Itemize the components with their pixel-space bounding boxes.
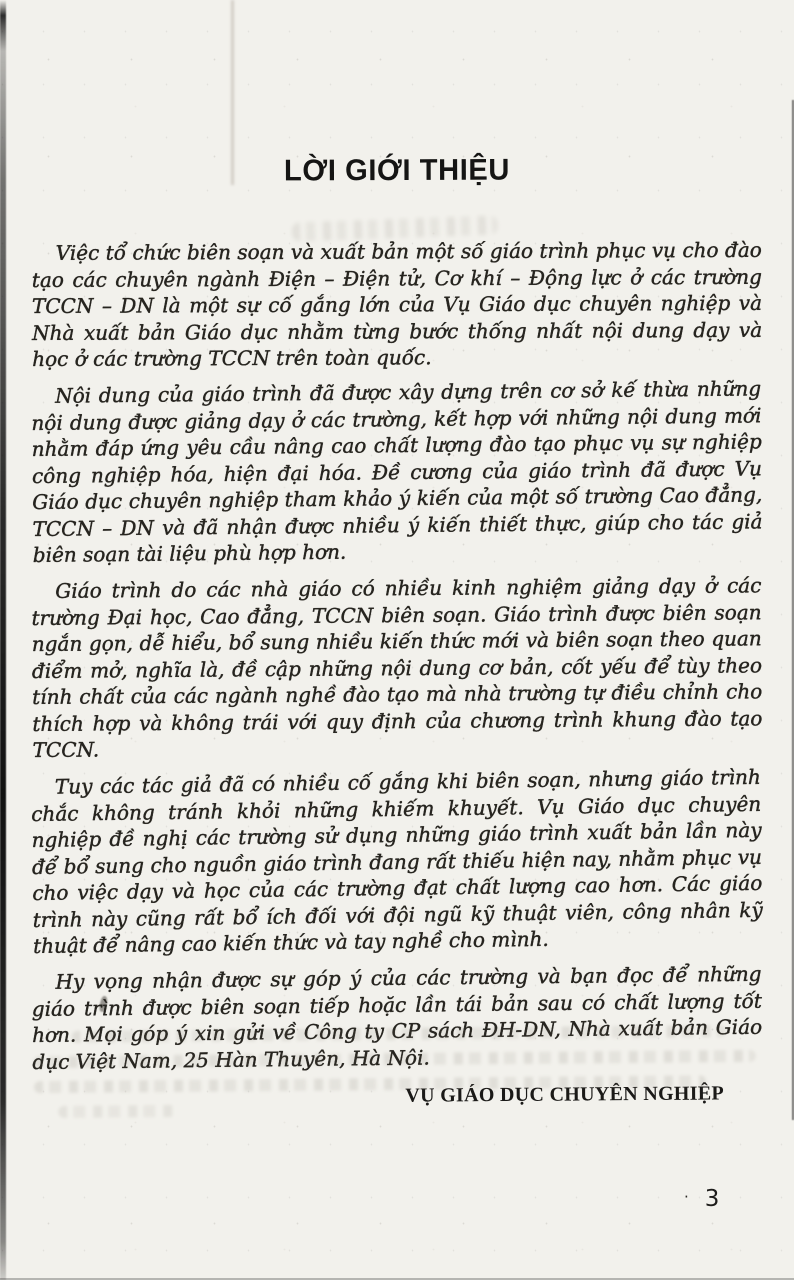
signature-line: VỤ GIÁO DỤC CHUYÊN NGHIỆP [405, 1082, 725, 1107]
page-title: LỜI GIỚI THIỆU [283, 153, 511, 188]
foreword-paragraph-4: Tuy các tác giả đã có nhiều cố gắng khi biên soạn, nhưng giáo trình chắc không tránh khỏi những khiếm khuyết. Vụ Giáo dục chuyên nghiệp đề nghị các trường sử dụng những giáo trình xuất bản lần này để bổ sung cho nguồn giáo trình đang rất thiếu hiện nay, nhằm phục vụ cho việc dạy và học của các trường đạt chất lượng cao hơn. Các giáo trình này cũng rất bổ ích đối với đội ngũ kỹ thuật viên, công nhân kỹ thuật để nâng cao kiến thức và tay nghề cho mình. [31, 764, 763, 958]
foreword-paragraph-1: Việc tổ chức biên soạn và xuất bản một số giáo trình phục vụ cho đào tạo các chuyên ngành Điện – Điện tử, Cơ khí – Động lực ở các trường TCCN – DN là một sự cố gắng lớn của Vụ Giáo dục chuyên nghiệp và Nhà xuất bản Giáo dục nhằm từng bước thống nhất nội dung dạy và học ở các trường TCCN trên toàn quốc. [31, 237, 763, 371]
page-number-marker: · [684, 1188, 689, 1206]
foreword-body [31, 237, 763, 1075]
foreword-paragraph-3: Giáo trình do các nhà giáo có nhiều kinh nghiệm giảng dạy ở các trường Đại học, Cao đẳng, TCCN biên soạn. Giáo trình được biên soạn ngắn gọn, dễ hiểu, bổ sung nhiều kiến thức mới và biên soạn theo quan điểm mở, nghĩa là, đề cập những nội dung cơ bản, cốt yếu để tùy theo tính chất của các ngành nghề đào tạo mà nhà trường tự điều chỉnh cho thích hợp và không trái với quy định của chương trình khung đào tạo TCCN. [31, 573, 763, 762]
page-number-value: 3 [704, 1186, 720, 1212]
page-number [684, 1186, 719, 1212]
foreword-paragraph-5: Hy vọng nhận được sự góp ý của các trường và bạn đọc để những giáo trình được biên soạn tiếp hoặc lần tái bản sau có chất lượng tốt hơn. Mọi góp ý xin gửi về Công ty CP sách ĐH-DN, Nhà xuất bản Giáo dục Việt Nam, 25 Hàn Thuyên, Hà Nội. [31, 961, 763, 1074]
foreword-paragraph-2: Nội dung của giáo trình đã được xây dựng trên cơ sở kế thừa những nội dung được giảng dạy ở các trường, kết hợp với những nội dung mới nhằm đáp ứng yêu cầu nâng cao chất lượng đào tạo phục vụ sự nghiệp công nghiệp hóa, hiện đại hóa. Đề cương của giáo trình đã được Vụ Giáo dục chuyên nghiệp tham khảo ý kiến của một số trường Cao đẳng, TCCN – DN và đã nhận được nhiều ý kiến thiết thực, giúp cho tác giả biên soạn tài liệu phù hợp hơn. [31, 375, 763, 567]
